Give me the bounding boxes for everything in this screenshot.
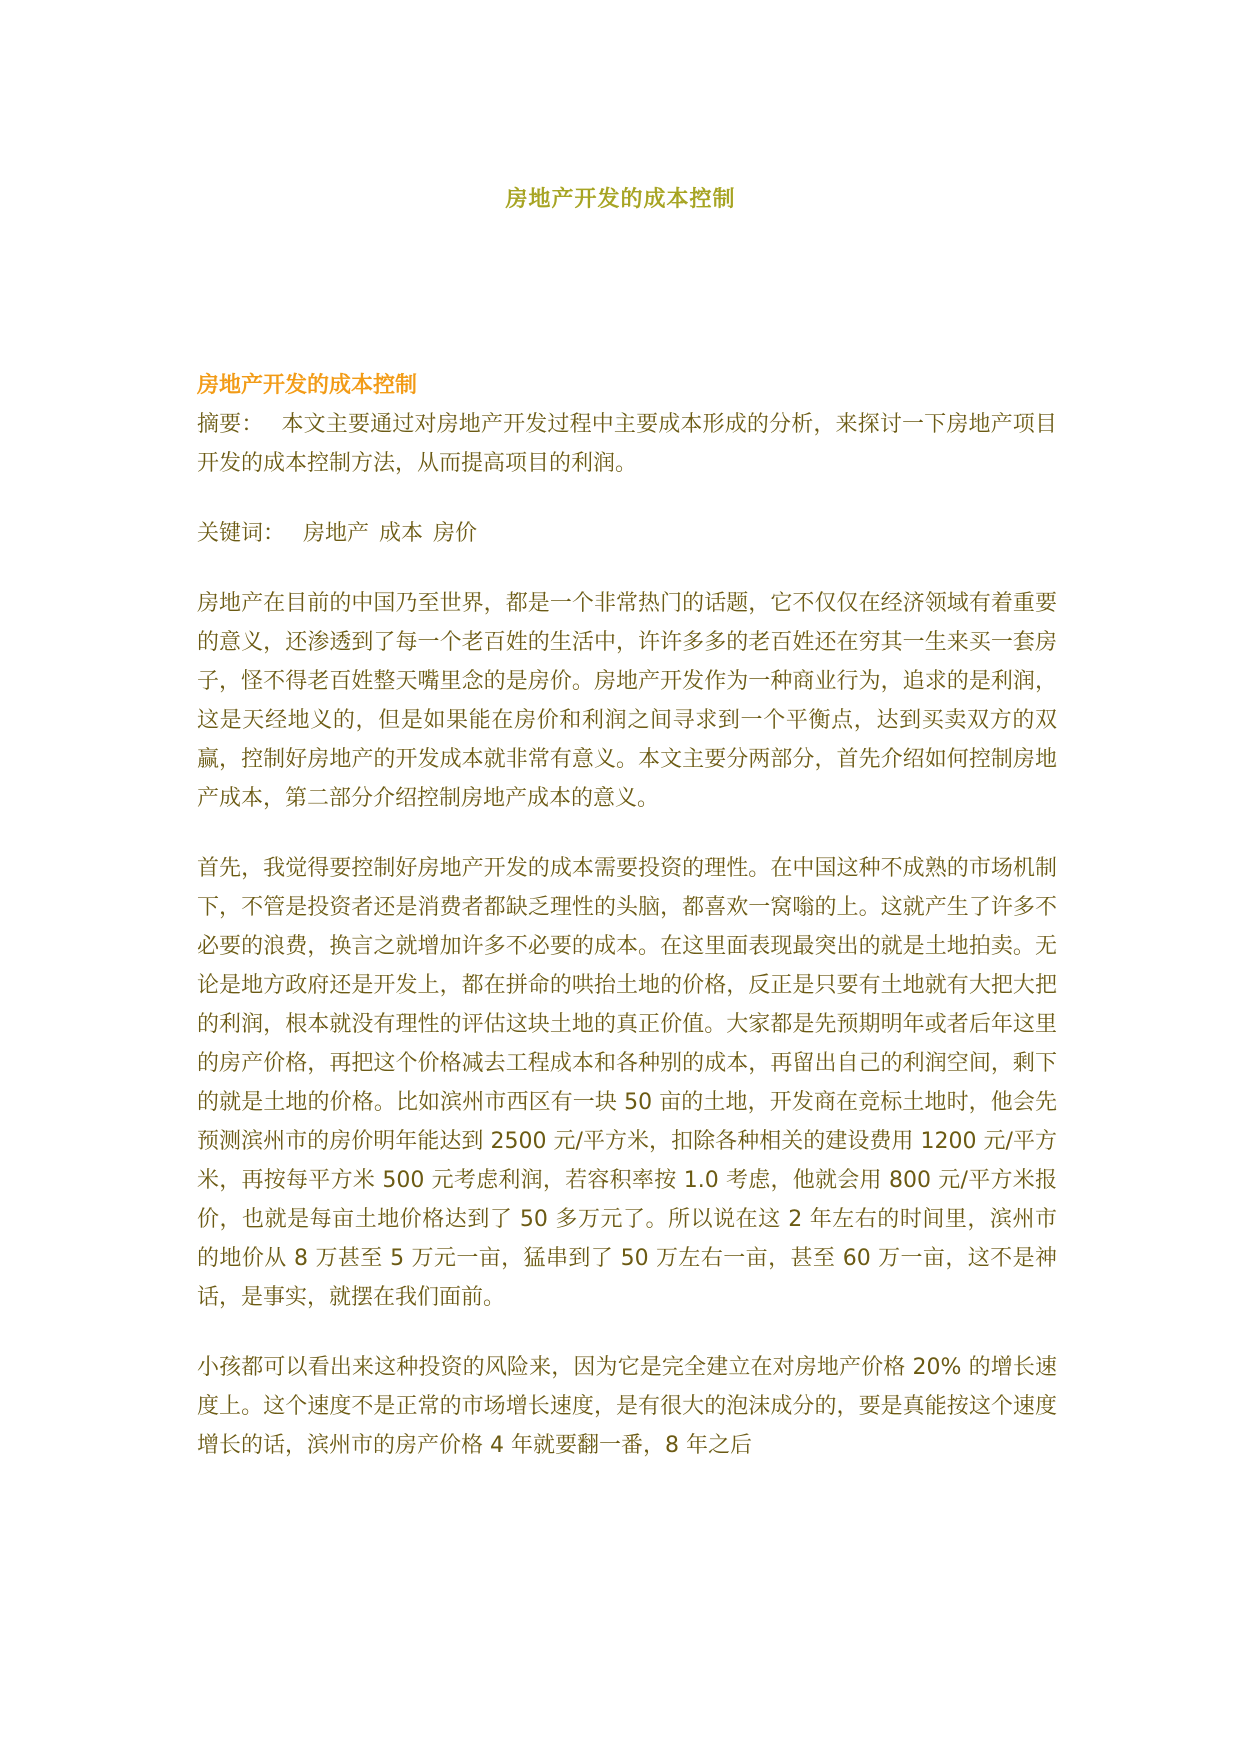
body-paragraph-first-point: 首先，我觉得要控制好房地产开发的成本需要投资的理性。在中国这种不成熟的市场机制下，不管是投资者还是消费者都缺乏理性的头脑，都喜欢一窝嗡的上。这就产生了许多不必要的浪费，换言之就增加许多不必要的成本。在这里面表现最突出的就是土地拍卖。无论是地方政府还是开发上，都在拼命的哄抬土地的价格，反正是只要有土地就有大把大把的利润，根本就没有理性的评估这块土地的真正价值。大家都是先预期明年或者后年这里的房产价格，再把这个价格减去工程成本和各种别的成本，再留出自己的利润空间，剩下的就是土地的价格。比如滨州市西区有一块 50 亩的土地，开发商在竞标土地时，他会先预测滨州市的房价明年能达到 2500 元/平方米，扣除各种相关的建设费用 1200 元/平方米，再按每平方米 500 元考虑利润，若容积率按 1.0 考虑，他就会用 800 元/平方米报价，也就是每亩土地价格达到了 50 多万元了。所以说在这 2 年左右的时间里，滨州市的地价从 8 万甚至 5 万元一亩，猛串到了 50 万左右一亩，甚至 60 万一亩，这不是神话，是事实，就摆在我们面前。	[197, 856, 1057, 1310]
abstract-paragraph	[197, 405, 1057, 483]
keyword: 房价	[433, 521, 478, 546]
abstract-label: 摘要：	[197, 412, 264, 437]
abstract-text: 本文主要通过对房地产开发过程中主要成本形成的分析，来探讨一下房地产项目开发的成本控制方法，从而提高项目的利润。	[197, 412, 1057, 476]
body-paragraph-intro: 房地产在目前的中国乃至世界，都是一个非常热门的话题，它不仅仅在经济领域有着重要的意义，还渗透到了每一个老百姓的生活中，许许多多的老百姓还在穷其一生来买一套房子，怪不得老百姓整天嘴里念的是房价。房地产开发作为一种商业行为，追求的是利润，这是天经地义的，但是如果能在房价和利润之间寻求到一个平衡点，达到买卖双方的双赢，控制好房地产的开发成本就非常有意义。本文主要分两部分，首先介绍如何控制房地产成本，第二部分介绍控制房地产成本的意义。	[197, 591, 1057, 811]
keywords-line	[197, 514, 1057, 553]
keyword: 成本	[379, 521, 424, 546]
body-paragraph-risk: 小孩都可以看出来这种投资的风险来，因为它是完全建立在对房地产价格 20% 的增长速度上。这个速度不是正常的市场增长速度，是有很大的泡沫成分的，要是真能按这个速度增长的话，滨州市的房产价格 4 年就要翻一番，8 年之后	[197, 1355, 1057, 1458]
keyword: 房地产	[303, 521, 370, 546]
document-body	[197, 366, 1057, 1496]
section-heading: 房地产开发的成本控制	[197, 373, 418, 398]
keywords-label: 关键词：	[197, 521, 286, 546]
document-title: 房地产开发的成本控制	[505, 187, 736, 212]
